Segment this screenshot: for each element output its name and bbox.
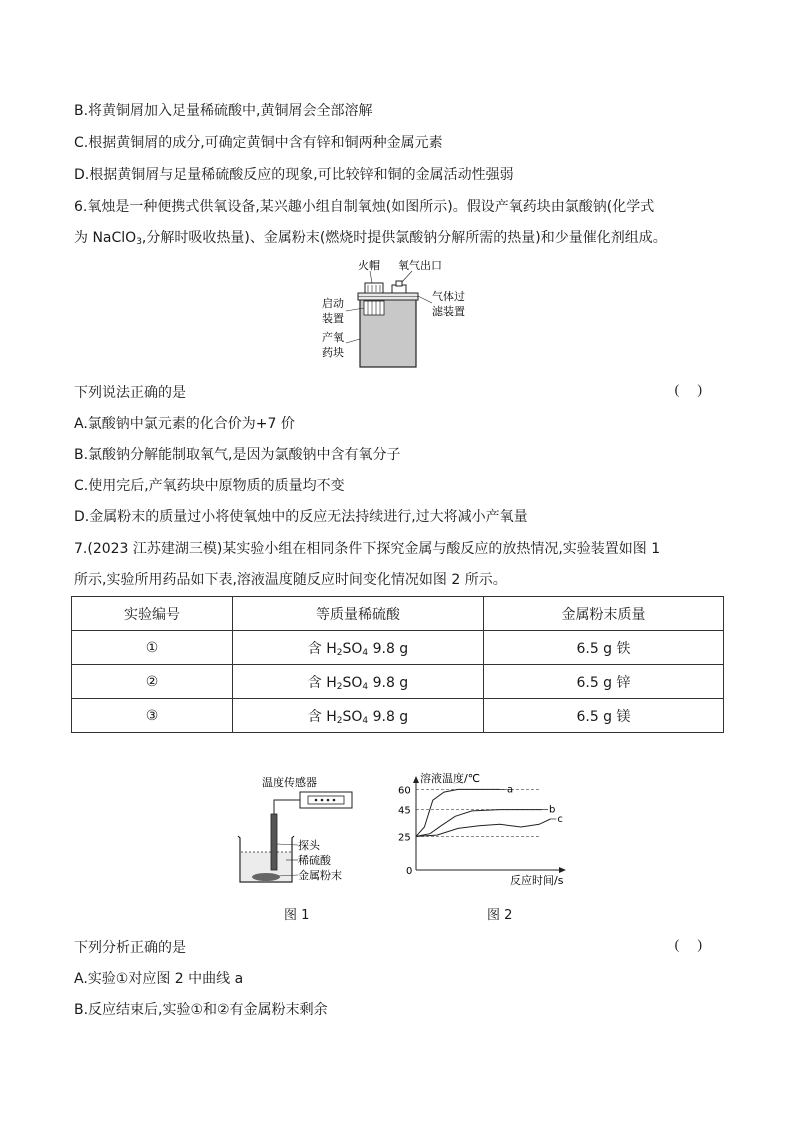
q6-option-b: B.氯酸钠分解能制取氧气,是因为氯酸钠中含有氧分子 — [74, 447, 401, 463]
table-cell-metal: 6.5 g 锌 — [484, 665, 724, 699]
block-label-1: 产氧 — [322, 331, 344, 344]
table-cell-acid: 含 $H_2SO_4$ 9.8 g — [233, 665, 484, 699]
series-label-c: c — [557, 813, 563, 825]
q7-option-a: A.实验①对应图 2 中曲线 a — [74, 971, 244, 987]
fig1-caption: 图 1 — [284, 908, 310, 923]
table-cell-acid: 含 $H_2SO_4$ 9.8 g — [233, 631, 484, 665]
series-line-c — [416, 819, 550, 836]
q5-option-d: D.根据黄铜屑与足量稀硫酸反应的现象,可比较锌和铜的金属活动性强弱 — [74, 167, 514, 183]
q6-prompt: 下列说法正确的是 — [74, 385, 186, 401]
y-axis-label: 溶液温度/℃ — [420, 772, 481, 785]
table-cell-acid: 含 $H_2SO_4$ 9.8 g — [233, 699, 484, 733]
block-label-2: 药块 — [322, 346, 344, 359]
table-row — [72, 631, 724, 665]
powder-label: 金属粉末 — [298, 869, 342, 882]
outlet-label: 氧气出口 — [398, 259, 442, 272]
filter-label-1: 气体过 — [432, 290, 465, 303]
table-header: 金属粉末质量 — [484, 597, 724, 631]
table-header: 等质量稀硫酸 — [233, 597, 484, 631]
q6-answer-paren: () — [674, 383, 720, 398]
q6-option-a: A.氯酸钠中氯元素的化合价为+7 价 — [74, 416, 295, 432]
q6-option-d: D.金属粉末的质量过小将使氧烛中的反应无法持续进行,过大将减小产氧量 — [74, 509, 528, 525]
origin-label: 0 — [406, 866, 413, 877]
experiment-table — [71, 596, 724, 733]
sensor-label: 温度传感器 — [262, 776, 317, 789]
temperature-chart — [392, 768, 572, 888]
q6-stem-line2: 为 NaClO$_3$,分解时吸收热量)、金属粉末(燃烧时提供氯酸钠分解所需的热量)和少量催化剂组成。 — [74, 230, 667, 247]
starter-device — [364, 301, 384, 315]
series-label-a: a — [507, 784, 514, 796]
table-row — [72, 699, 724, 733]
oxygen-candle-figure — [318, 255, 498, 375]
acid-label: 稀硫酸 — [298, 854, 331, 867]
table-cell-id: ③ — [72, 699, 233, 733]
metal-powder — [252, 873, 280, 881]
y-tick-label: 45 — [398, 805, 411, 817]
fig2-caption: 图 2 — [487, 908, 513, 923]
q7-option-b: B.反应结束后,实验①和②有金属粉末剩余 — [74, 1002, 328, 1018]
y-tick-label: 25 — [398, 832, 411, 844]
table-row — [72, 665, 724, 699]
q7-prompt: 下列分析正确的是 — [74, 940, 186, 956]
filter-label-2: 滤装置 — [432, 305, 465, 318]
table-cell-metal: 6.5 g 镁 — [484, 699, 724, 733]
x-axis-arrow — [559, 867, 566, 873]
q7-stem-line2: 所示,实验所用药品如下表,溶液温度随反应时间变化情况如图 2 所示。 — [74, 572, 507, 588]
series-line-b — [416, 810, 542, 837]
y-axis-arrow — [413, 776, 419, 783]
q7-answer-paren: () — [674, 938, 720, 953]
q7-stem-line1: 7.(2023 江苏建湖三模)某实验小组在相同条件下探究金属与酸反应的放热情况,实验装置如图 1 — [74, 541, 661, 557]
q5-option-b: B.将黄铜屑加入足量稀硫酸中,黄铜屑会全部溶解 — [74, 103, 373, 119]
probe — [271, 814, 277, 870]
table-header-row — [72, 597, 724, 631]
series-line-a — [416, 789, 500, 836]
starter-label-1: 启动 — [322, 297, 344, 310]
table-cell-id: ② — [72, 665, 233, 699]
starter-label-2: 装置 — [322, 312, 344, 325]
table-cell-metal: 6.5 g 铁 — [484, 631, 724, 665]
fig1-apparatus — [230, 772, 370, 890]
cap-label: 火帽 — [358, 259, 380, 272]
series-label-b: b — [549, 804, 556, 816]
table-header: 实验编号 — [72, 597, 233, 631]
q5-option-c: C.根据黄铜屑的成分,可确定黄铜中含有锌和铜两种金属元素 — [74, 135, 443, 151]
y-tick-label: 60 — [398, 785, 411, 797]
q6-stem-line1: 6.氧烛是一种便携式供氧设备,某兴趣小组自制氧烛(如图所示)。假设产氧药块由氯酸钠(化学式 — [74, 199, 655, 215]
x-axis-label: 反应时间/s — [510, 874, 564, 887]
table-cell-id: ① — [72, 631, 233, 665]
q6-option-c: C.使用完后,产氧药块中原物质的质量均不变 — [74, 478, 345, 494]
probe-label: 探头 — [298, 839, 320, 852]
